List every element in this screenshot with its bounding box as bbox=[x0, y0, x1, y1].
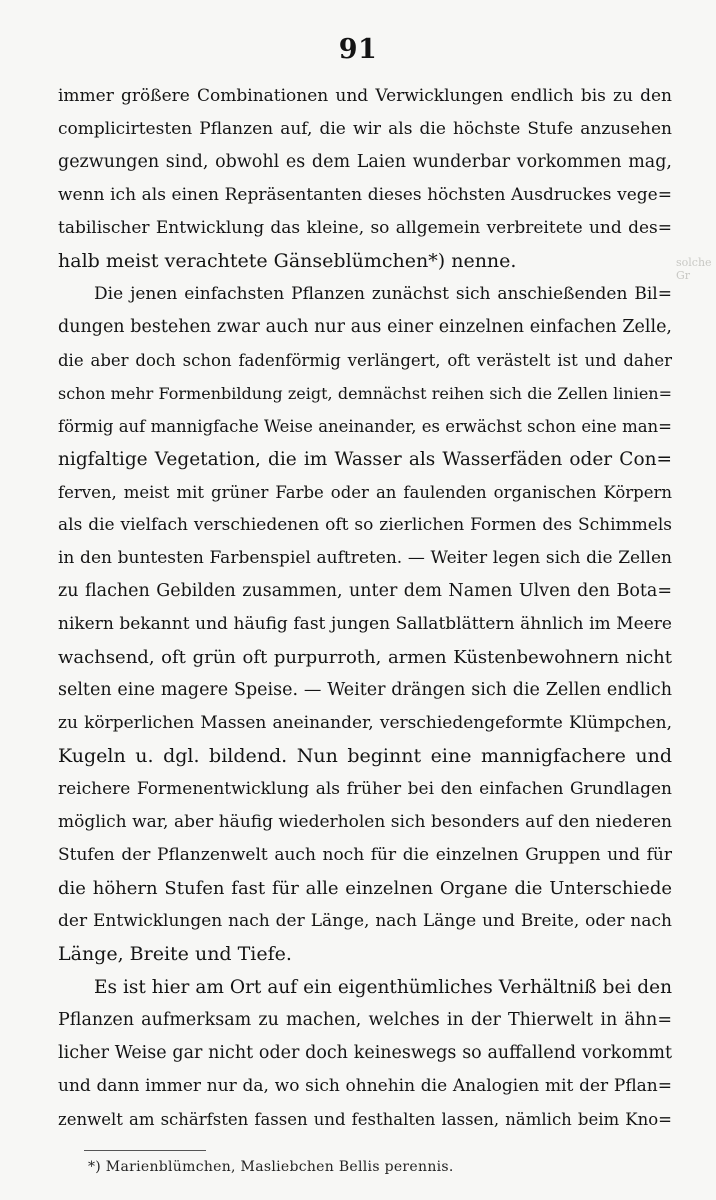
body-text bbox=[58, 80, 672, 1136]
text-line: complicirtesten Pflanzen auf, die wir als die höchste Stufe anzusehen bbox=[58, 119, 672, 139]
text-line: licher Weise gar nicht oder doch keineswegs so auffallend vorkommt bbox=[58, 1043, 672, 1063]
paragraph-2 bbox=[58, 278, 672, 971]
paragraph-1 bbox=[58, 80, 672, 278]
text-line: Die jenen einfachsten Pflanzen zunächst sich anschießenden Bil= bbox=[94, 284, 672, 304]
text-line: förmig auf mannigfache Weise aneinander, es erwächst schon eine man= bbox=[58, 417, 672, 436]
text-line: tabilischer Entwicklung das kleine, so allgemein verbreitete und des= bbox=[58, 218, 672, 238]
bleed-through-margin-text: solche Gr bbox=[676, 256, 712, 282]
text-line: als die vielfach verschiedenen oft so zierlichen Formen des Schimmels bbox=[58, 515, 672, 535]
text-line: Länge, Breite und Tiefe. bbox=[58, 943, 292, 965]
text-line: Pflanzen aufmerksam zu machen, welches in der Thierwelt in ähn= bbox=[58, 1010, 672, 1030]
text-line: nigfaltige Vegetation, die im Wasser als Wasserfäden oder Con= bbox=[58, 449, 672, 470]
text-line: die höhern Stufen fast für alle einzelnen Organe die Unterschiede bbox=[58, 878, 672, 899]
text-line: reichere Formenentwicklung als früher bei den einfachen Grundlagen bbox=[58, 779, 672, 799]
text-line: ferven, meist mit grüner Farbe oder an faulenden organischen Körpern bbox=[58, 483, 672, 502]
text-line: Kugeln u. dgl. bildend. Nun beginnt eine mannigfachere und bbox=[58, 745, 672, 767]
text-line: zu körperlichen Massen aneinander, verschiedengeformte Klümpchen, bbox=[58, 713, 672, 733]
text-line: Stufen der Pflanzenwelt auch noch für die einzelnen Gruppen und für bbox=[58, 845, 672, 865]
text-line: halb meist verachtete Gänseblümchen*) nenne. bbox=[58, 250, 517, 272]
page-number: 91 bbox=[338, 34, 378, 65]
text-line: und dann immer nur da, wo sich ohnehin die Analogien mit der Pflan= bbox=[58, 1076, 672, 1096]
text-line: der Entwicklungen nach der Länge, nach Länge und Breite, oder nach bbox=[58, 911, 672, 931]
text-line: selten eine magere Speise. — Weiter drängen sich die Zellen endlich bbox=[58, 680, 672, 700]
text-line: zu flachen Gebilden zusammen, unter dem Namen Ulven den Bota= bbox=[58, 581, 672, 601]
text-line: zenwelt am schärfsten fassen und festhalten lassen, nämlich beim Kno= bbox=[58, 1110, 672, 1129]
text-line: dungen bestehen zwar auch nur aus einer einzelnen einfachen Zelle, bbox=[58, 317, 672, 337]
text-line: Es ist hier am Ort auf ein eigenthümliches Verhältniß bei den bbox=[94, 977, 672, 998]
footnote-divider bbox=[84, 1150, 206, 1151]
text-line: wachsend, oft grün oft purpurroth, armen Küstenbewohnern nicht bbox=[58, 647, 672, 668]
text-line: die aber doch schon fadenförmig verlängert, oft verästelt ist und daher bbox=[58, 351, 672, 370]
text-line: nikern bekannt und häufig fast jungen Sallatblättern ähnlich im Meere bbox=[58, 614, 672, 634]
text-line: möglich war, aber häufig wiederholen sich besonders auf den niederen bbox=[58, 812, 672, 832]
text-line: immer größere Combinationen und Verwicklungen endlich bis zu den bbox=[58, 86, 672, 106]
text-line: wenn ich als einen Repräsentanten dieses höchsten Ausdruckes vege= bbox=[58, 185, 672, 205]
text-line: gezwungen sind, obwohl es dem Laien wunderbar vorkommen mag, bbox=[58, 152, 672, 172]
footnote: *) Marienblümchen, Masliebchen Bellis perennis. bbox=[88, 1159, 454, 1175]
paragraph-3 bbox=[58, 971, 672, 1136]
text-line: schon mehr Formenbildung zeigt, demnächst reihen sich die Zellen linien= bbox=[58, 384, 672, 403]
text-line: in den buntesten Farbenspiel auftreten. — Weiter legen sich die Zellen bbox=[58, 548, 672, 568]
